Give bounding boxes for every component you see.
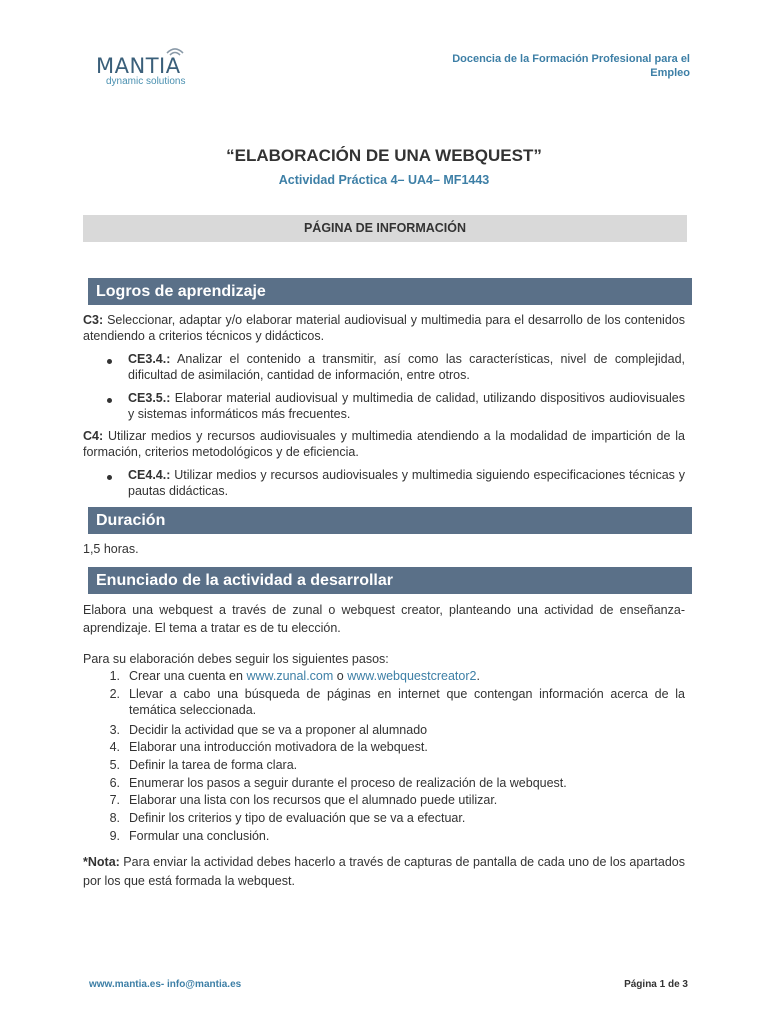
list-item [100, 829, 685, 845]
criterion-text: Analizar el contenido a transmitir, así como las características, nivel de complejidad, dificultad de asimilación, cantidad de información, entre otros. [128, 352, 685, 382]
step-text: Definir los criterios y tipo de evaluación que se va a efectuar. [129, 811, 466, 825]
section-heading-enunciado [88, 567, 692, 594]
step-text: Formular una conclusión. [129, 829, 270, 843]
page-subtitle: Actividad Práctica 4– UA4– MF1443 [278, 173, 490, 187]
footer-contact: www.mantia.es- info@mantia.es [89, 979, 242, 990]
step-text: Elaborar una lista con los recursos que el alumnado puede utilizar. [129, 793, 498, 807]
step-text: Definir la tarea de forma clara. [129, 758, 298, 772]
step-text: Llevar a cabo una búsqueda de páginas en internet que contengan información acerca de la temática seleccionada. [129, 687, 685, 717]
list-number: 1. [109, 669, 120, 683]
list-item [100, 740, 685, 756]
page-number: Página 1 de 3 [624, 979, 688, 990]
list-item [100, 669, 685, 685]
list-item [100, 687, 685, 718]
step-text: o [333, 669, 348, 683]
header-line-2: Empleo [650, 67, 690, 79]
steps-intro: Para su elaboración debes seguir los siguientes pasos: [83, 652, 389, 666]
step-text: Decidir la actividad que se va a proponer al alumnado [129, 723, 428, 737]
criterion-text: Elaborar material audiovisual y multimedia de calidad, utilizando dispositivos audiovisuales y sistemas informáticos más frecuentes. [128, 391, 685, 421]
header-line-1: Docencia de la Formación Profesional para el [452, 53, 690, 65]
header-course-title [430, 52, 690, 80]
mantia-logo [96, 44, 206, 90]
logo-name: MANTIA [96, 54, 181, 78]
list-number: 4. [109, 740, 120, 754]
list-item [100, 776, 685, 792]
bullet-icon [107, 398, 112, 403]
list-number: 3. [109, 723, 120, 737]
section-heading-label: Duración [96, 512, 166, 529]
list-number: 2. [109, 687, 120, 701]
list-item [100, 758, 685, 774]
note-body: Para enviar la actividad debes hacerlo a través de capturas de pantalla de cada uno de los apartados por los que está formada la webquest. [83, 855, 685, 888]
criterion-c4 [83, 429, 685, 460]
criterion-label: CE3.5.: [128, 391, 171, 405]
list-number: 5. [109, 758, 120, 772]
page-title: “ELABORACIÓN DE UNA WEBQUEST” [226, 146, 542, 165]
bullet-icon [107, 359, 112, 364]
criterion-label: C3: [83, 313, 104, 327]
list-item [104, 352, 685, 383]
list-number: 9. [109, 829, 120, 843]
step-text: Elaborar una introducción motivadora de la webquest. [129, 740, 428, 754]
list-number: 6. [109, 776, 120, 790]
criterion-label: CE4.4.: [128, 468, 171, 482]
section-heading-label: Logros de aprendizaje [96, 283, 266, 300]
list-item [100, 793, 685, 809]
list-item [104, 391, 685, 422]
duration-text: 1,5 horas. [83, 542, 139, 556]
list-item [100, 723, 685, 739]
step-text: . [476, 669, 480, 683]
activity-intro: Elabora una webquest a través de zunal o webquest creator, planteando una actividad de enseñanza-aprendizaje. El tema a tratar es de tu elección. [83, 603, 685, 635]
section-heading-logros [88, 278, 692, 305]
webquestcreator-link[interactable]: www.webquestcreator2 [347, 669, 477, 683]
section-heading-label: Enunciado de la actividad a desarrollar [96, 572, 393, 589]
criterion-text: Seleccionar, adaptar y/o elaborar material audiovisual y multimedia para el desarrollo de los contenidos atendiendo a criterios técnicos y didácticos. [83, 313, 685, 343]
section-heading-duracion [88, 507, 692, 534]
bullet-icon [107, 475, 112, 480]
logo-tagline: dynamic solutions [106, 76, 186, 87]
step-text: Crear una cuenta en [129, 669, 247, 683]
list-number: 7. [109, 793, 120, 807]
info-bar-label: PÁGINA DE INFORMACIÓN [303, 221, 467, 235]
list-item [100, 811, 685, 827]
step-text: Enumerar los pasos a seguir durante el proceso de realización de la webquest. [129, 776, 567, 790]
zunal-link[interactable]: www.zunal.com [246, 669, 334, 683]
info-bar [83, 215, 687, 242]
note-text [83, 853, 685, 891]
criterion-text: Utilizar medios y recursos audiovisuales y multimedia siguiendo especificaciones técnicas y pautas didácticas. [128, 468, 685, 498]
list-item [104, 468, 685, 499]
criterion-text: Utilizar medios y recursos audiovisuales y multimedia atendiendo a la modalidad de impartición de la formación, criterios metodológicos y de eficiencia. [83, 429, 685, 459]
criterion-c3 [83, 313, 685, 344]
criterion-label: CE3.4.: [128, 352, 171, 366]
list-number: 8. [109, 811, 120, 825]
note-label: *Nota: [83, 855, 120, 869]
criterion-label: C4: [83, 429, 104, 443]
